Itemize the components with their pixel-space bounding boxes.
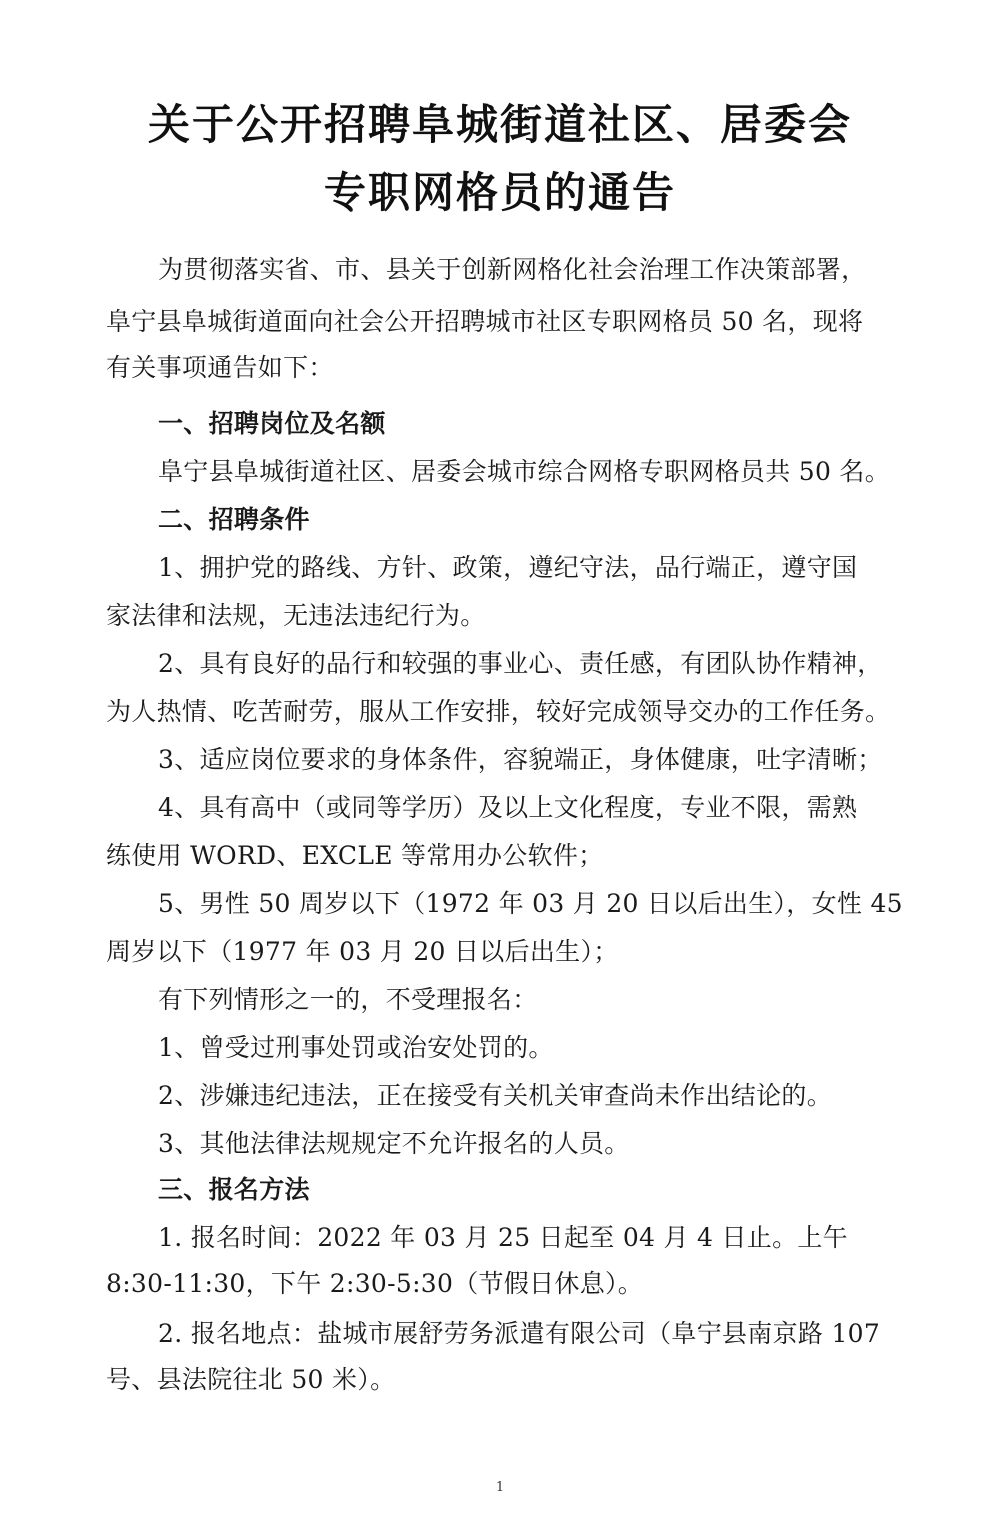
condition-5-line-1: 5、男性 50 周岁以下（1972 年 03 月 20 日以后出生），女性 45 [158, 889, 903, 918]
section-1-text: 阜宁县阜城街道社区、居委会城市综合网格专职网格员共 50 名。 [158, 457, 891, 486]
intro-line-2: 阜宁县阜城街道面向社会公开招聘城市社区专职网格员 50 名，现将 [106, 307, 864, 336]
exclusion-2: 2、涉嫌违纪违法，正在接受有关机关审查尚未作出结论的。 [158, 1081, 833, 1110]
condition-1-line-2: 家法律和法规，无违法违纪行为。 [106, 601, 486, 630]
intro-line-3: 有关事项通告如下： [106, 353, 334, 382]
exclusion-intro: 有下列情形之一的，不受理报名： [158, 985, 538, 1014]
registration-place-line-2: 号、县法院往北 50 米）。 [106, 1365, 396, 1394]
intro-line-1: 为贯彻落实省、市、县关于创新网格化社会治理工作决策部署， [158, 255, 867, 284]
condition-3-line-1: 3、适应岗位要求的身体条件，容貌端正，身体健康，吐字清晰； [158, 745, 883, 774]
condition-2-line-2: 为人热情、吃苦耐劳，服从工作安排，较好完成领导交办的工作任务。 [106, 697, 891, 726]
registration-time-line-2: 8:30-11:30，下午 2:30-5:30（节假日休息）。 [106, 1269, 644, 1298]
registration-place-line-1: 2. 报名地点：盐城市展舒劳务派遣有限公司（阜宁县南京路 107 [158, 1319, 881, 1348]
section-1-heading: 一、招聘岗位及名额 [158, 409, 386, 438]
exclusion-1: 1、曾受过刑事处罚或治安处罚的。 [158, 1033, 554, 1062]
document-title-line-1: 关于公开招聘阜城街道社区、居委会 [147, 100, 852, 149]
condition-5-line-2: 周岁以下（1977 年 03 月 20 日以后出生）； [106, 937, 619, 966]
exclusion-3: 3、其他法律法规规定不允许报名的人员。 [158, 1129, 630, 1158]
condition-4-line-1: 4、具有高中（或同等学历）及以上文化程度，专业不限，需熟 [158, 793, 858, 822]
condition-1-line-1: 1、拥护党的路线、方针、政策，遵纪守法，品行端正，遵守国 [158, 553, 858, 582]
registration-time-line-1: 1. 报名时间：2022 年 03 月 25 日起至 04 月 4 日止。上午 [158, 1223, 848, 1252]
condition-2-line-1: 2、具有良好的品行和较强的事业心、责任感，有团队协作精神， [158, 649, 883, 678]
document-title-line-2: 专职网格员的通告 [323, 168, 676, 217]
page-number: 1 [495, 1480, 505, 1495]
section-3-heading: 三、报名方法 [158, 1175, 310, 1204]
condition-4-line-2: 练使用 WORD、EXCLE 等常用办公软件； [106, 841, 604, 870]
section-2-heading: 二、招聘条件 [158, 505, 310, 534]
